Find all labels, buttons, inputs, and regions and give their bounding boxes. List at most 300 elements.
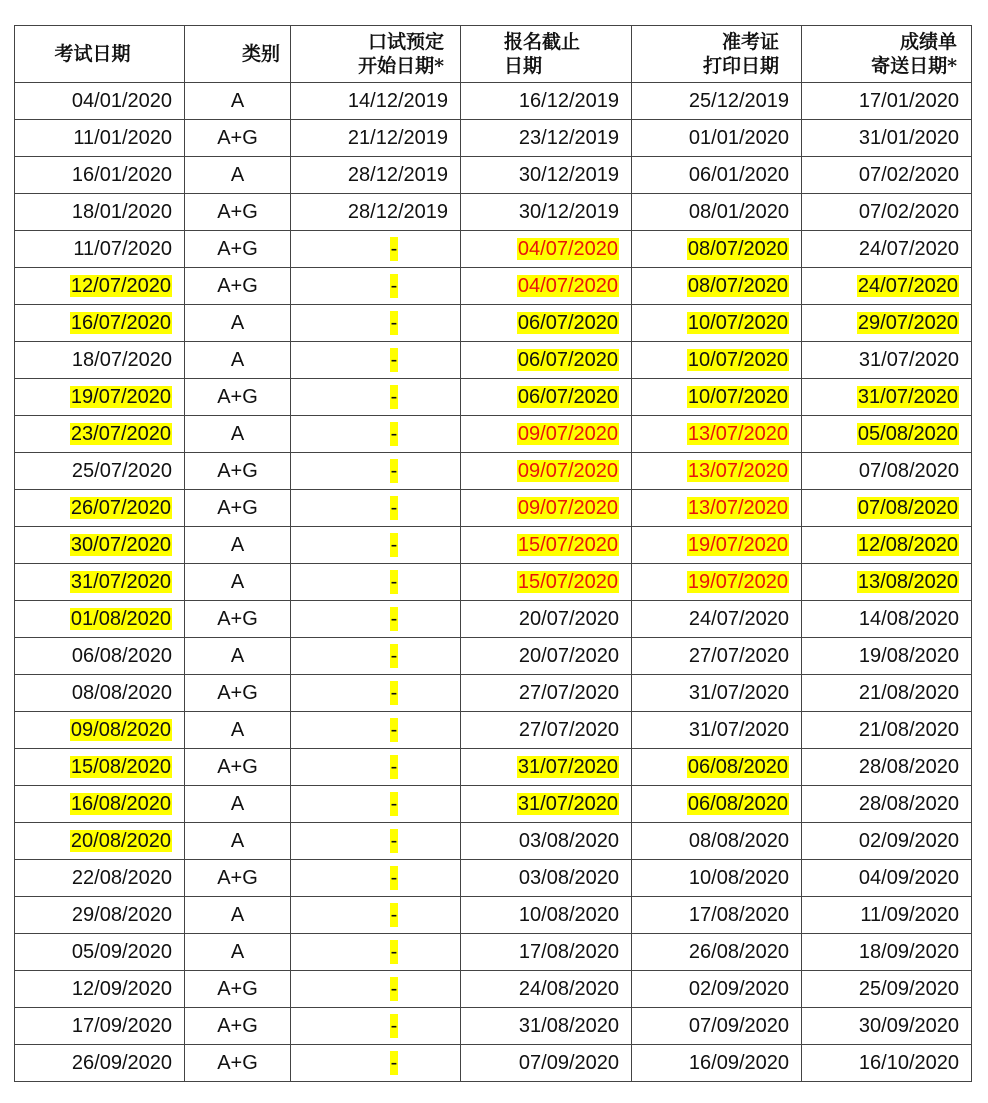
cell-admit-card-date — [632, 305, 802, 342]
table-row — [15, 823, 972, 860]
cell-registration-deadline — [461, 416, 632, 453]
date-value: 25/07/2020 — [71, 460, 172, 482]
cell-oral-start-date — [291, 638, 461, 675]
oral-date-value: - — [390, 793, 398, 815]
date-value: 20/08/2020 — [70, 830, 171, 852]
cell-registration-deadline — [461, 527, 632, 564]
cell-category — [185, 342, 291, 379]
cell-oral-start-date — [291, 601, 461, 638]
cell-category — [185, 749, 291, 786]
date-value: 19/07/2020 — [687, 571, 788, 593]
cell-oral-start-date — [291, 823, 461, 860]
header-admit-card-print-date — [632, 26, 802, 83]
cell-exam-date — [15, 712, 185, 749]
cell-registration-deadline — [461, 342, 632, 379]
cell-registration-deadline — [461, 564, 632, 601]
cell-registration-deadline — [461, 712, 632, 749]
cell-report-mailing-date — [802, 379, 972, 416]
date-value: 11/07/2020 — [73, 238, 172, 260]
cell-oral-start-date — [291, 527, 461, 564]
date-value: 07/02/2020 — [858, 164, 959, 186]
date-value: 03/08/2020 — [518, 830, 619, 852]
cell-registration-deadline — [461, 231, 632, 268]
cell-admit-card-date — [632, 971, 802, 1008]
date-value: 01/08/2020 — [70, 608, 171, 630]
cell-admit-card-date — [632, 342, 802, 379]
cell-registration-deadline — [461, 1045, 632, 1082]
table-body — [15, 83, 972, 1082]
date-value: 06/07/2020 — [517, 312, 618, 334]
category-value: A+G — [217, 756, 258, 778]
category-value: A+G — [217, 978, 258, 1000]
cell-exam-date — [15, 342, 185, 379]
date-value: 09/08/2020 — [70, 719, 171, 741]
category-value: A — [230, 793, 245, 815]
oral-date-value: - — [390, 941, 398, 963]
date-value: 27/07/2020 — [688, 645, 789, 667]
cell-category — [185, 971, 291, 1008]
cell-registration-deadline — [461, 1008, 632, 1045]
cell-category — [185, 860, 291, 897]
cell-exam-date — [15, 453, 185, 490]
cell-exam-date — [15, 749, 185, 786]
date-value: 11/09/2020 — [860, 904, 959, 926]
cell-report-mailing-date — [802, 1008, 972, 1045]
date-value: 15/08/2020 — [70, 756, 171, 778]
cell-admit-card-date — [632, 194, 802, 231]
cell-oral-start-date — [291, 157, 461, 194]
category-value: A — [230, 90, 245, 112]
category-value: A — [230, 941, 245, 963]
date-value: 19/07/2020 — [70, 386, 171, 408]
cell-admit-card-date — [632, 749, 802, 786]
header-report-mailing-date — [802, 26, 972, 83]
date-value: 10/07/2020 — [687, 349, 788, 371]
cell-report-mailing-date — [802, 527, 972, 564]
cell-report-mailing-date — [802, 971, 972, 1008]
cell-admit-card-date — [632, 897, 802, 934]
cell-category — [185, 675, 291, 712]
oral-date-value: - — [390, 312, 398, 334]
date-value: 02/09/2020 — [688, 978, 789, 1000]
table-row — [15, 342, 972, 379]
cell-exam-date — [15, 971, 185, 1008]
oral-date-value: - — [390, 460, 398, 482]
cell-oral-start-date — [291, 231, 461, 268]
cell-category — [185, 638, 291, 675]
cell-report-mailing-date — [802, 823, 972, 860]
table-row — [15, 453, 972, 490]
category-value: A — [230, 571, 245, 593]
date-value: 11/01/2020 — [73, 127, 172, 149]
date-value: 06/08/2020 — [687, 756, 788, 778]
date-value: 10/07/2020 — [687, 312, 788, 334]
header-report-line1: 成绩单 — [899, 31, 957, 53]
date-value: 04/09/2020 — [858, 867, 959, 889]
cell-exam-date — [15, 231, 185, 268]
table-row — [15, 379, 972, 416]
cell-oral-start-date — [291, 675, 461, 712]
date-value: 31/07/2020 — [688, 719, 789, 741]
cell-admit-card-date — [632, 786, 802, 823]
date-value: 17/01/2020 — [858, 90, 959, 112]
date-value: 13/07/2020 — [687, 423, 788, 445]
oral-date-value: 28/12/2019 — [347, 201, 448, 223]
date-value: 28/08/2020 — [858, 756, 959, 778]
table-row — [15, 268, 972, 305]
date-value: 12/07/2020 — [70, 275, 171, 297]
date-value: 24/07/2020 — [688, 608, 789, 630]
category-value: A — [230, 164, 245, 186]
cell-registration-deadline — [461, 823, 632, 860]
cell-category — [185, 712, 291, 749]
table-row — [15, 490, 972, 527]
date-value: 18/09/2020 — [858, 941, 959, 963]
date-value: 18/07/2020 — [71, 349, 172, 371]
cell-report-mailing-date — [802, 1045, 972, 1082]
header-reg-line2: 日期 — [504, 55, 543, 77]
date-value: 06/08/2020 — [687, 793, 788, 815]
oral-date-value: - — [390, 349, 398, 371]
cell-report-mailing-date — [802, 342, 972, 379]
cell-category — [185, 1008, 291, 1045]
table-row — [15, 564, 972, 601]
cell-exam-date — [15, 675, 185, 712]
table-header — [15, 26, 972, 83]
date-value: 31/07/2020 — [517, 756, 618, 778]
oral-date-value: - — [390, 238, 398, 260]
cell-report-mailing-date — [802, 157, 972, 194]
date-value: 28/08/2020 — [858, 793, 959, 815]
date-value: 30/07/2020 — [70, 534, 171, 556]
date-value: 29/07/2020 — [857, 312, 958, 334]
cell-oral-start-date — [291, 416, 461, 453]
cell-oral-start-date — [291, 379, 461, 416]
cell-exam-date — [15, 194, 185, 231]
date-value: 15/07/2020 — [517, 571, 618, 593]
date-value: 03/08/2020 — [518, 867, 619, 889]
cell-category — [185, 934, 291, 971]
table-row — [15, 416, 972, 453]
date-value: 31/01/2020 — [858, 127, 959, 149]
cell-category — [185, 1045, 291, 1082]
cell-admit-card-date — [632, 564, 802, 601]
cell-admit-card-date — [632, 83, 802, 120]
date-value: 07/09/2020 — [518, 1052, 619, 1074]
category-value: A+G — [217, 460, 258, 482]
cell-admit-card-date — [632, 712, 802, 749]
cell-oral-start-date — [291, 897, 461, 934]
cell-exam-date — [15, 601, 185, 638]
date-value: 26/08/2020 — [688, 941, 789, 963]
cell-category — [185, 490, 291, 527]
cell-report-mailing-date — [802, 601, 972, 638]
cell-report-mailing-date — [802, 786, 972, 823]
cell-exam-date — [15, 564, 185, 601]
date-value: 27/07/2020 — [518, 682, 619, 704]
date-value: 19/07/2020 — [687, 534, 788, 556]
category-value: A+G — [217, 867, 258, 889]
table-row — [15, 971, 972, 1008]
cell-category — [185, 120, 291, 157]
oral-date-value: - — [390, 756, 398, 778]
cell-registration-deadline — [461, 934, 632, 971]
table-row — [15, 527, 972, 564]
table-row — [15, 120, 972, 157]
category-value: A+G — [217, 238, 258, 260]
category-value: A — [230, 719, 245, 741]
date-value: 09/07/2020 — [517, 423, 618, 445]
cell-exam-date — [15, 1008, 185, 1045]
header-oral-line2: 开始日期* — [358, 55, 444, 77]
date-value: 25/12/2019 — [688, 90, 789, 112]
cell-registration-deadline — [461, 379, 632, 416]
date-value: 08/07/2020 — [687, 238, 788, 260]
cell-oral-start-date — [291, 786, 461, 823]
cell-report-mailing-date — [802, 194, 972, 231]
date-value: 16/08/2020 — [70, 793, 171, 815]
table-row — [15, 749, 972, 786]
date-value: 15/07/2020 — [517, 534, 618, 556]
date-value: 18/01/2020 — [71, 201, 172, 223]
oral-date-value: - — [390, 830, 398, 852]
table-row — [15, 305, 972, 342]
cell-oral-start-date — [291, 490, 461, 527]
cell-admit-card-date — [632, 268, 802, 305]
table-row — [15, 712, 972, 749]
date-value: 21/08/2020 — [858, 719, 959, 741]
table-row — [15, 638, 972, 675]
table-row — [15, 897, 972, 934]
cell-exam-date — [15, 490, 185, 527]
oral-date-value: - — [390, 423, 398, 445]
header-admit-line2: 打印日期 — [702, 55, 779, 77]
date-value: 20/07/2020 — [518, 645, 619, 667]
date-value: 08/08/2020 — [71, 682, 172, 704]
date-value: 08/01/2020 — [688, 201, 789, 223]
cell-exam-date — [15, 379, 185, 416]
date-value: 16/07/2020 — [70, 312, 171, 334]
oral-date-value: - — [390, 534, 398, 556]
table-row — [15, 1045, 972, 1082]
cell-exam-date — [15, 934, 185, 971]
date-value: 22/08/2020 — [71, 867, 172, 889]
table-row — [15, 83, 972, 120]
category-value: A — [230, 312, 245, 334]
oral-date-value: 28/12/2019 — [347, 164, 448, 186]
oral-date-value: - — [390, 645, 398, 667]
cell-category — [185, 564, 291, 601]
table-row — [15, 934, 972, 971]
cell-exam-date — [15, 527, 185, 564]
cell-registration-deadline — [461, 971, 632, 1008]
cell-exam-date — [15, 157, 185, 194]
date-value: 16/09/2020 — [688, 1052, 789, 1074]
cell-oral-start-date — [291, 860, 461, 897]
category-value: A+G — [217, 275, 258, 297]
oral-date-value: - — [390, 571, 398, 593]
date-value: 05/08/2020 — [857, 423, 958, 445]
cell-admit-card-date — [632, 1008, 802, 1045]
cell-admit-card-date — [632, 453, 802, 490]
cell-oral-start-date — [291, 120, 461, 157]
category-value: A+G — [217, 497, 258, 519]
cell-admit-card-date — [632, 527, 802, 564]
date-value: 14/08/2020 — [858, 608, 959, 630]
cell-category — [185, 786, 291, 823]
date-value: 10/08/2020 — [688, 867, 789, 889]
date-value: 04/07/2020 — [517, 275, 618, 297]
header-registration-deadline — [461, 26, 632, 83]
cell-admit-card-date — [632, 1045, 802, 1082]
date-value: 12/08/2020 — [857, 534, 958, 556]
cell-report-mailing-date — [802, 564, 972, 601]
cell-oral-start-date — [291, 453, 461, 490]
date-value: 21/08/2020 — [858, 682, 959, 704]
category-value: A — [230, 349, 245, 371]
date-value: 09/07/2020 — [517, 460, 618, 482]
cell-registration-deadline — [461, 749, 632, 786]
cell-report-mailing-date — [802, 453, 972, 490]
date-value: 05/09/2020 — [71, 941, 172, 963]
cell-report-mailing-date — [802, 83, 972, 120]
date-value: 10/08/2020 — [518, 904, 619, 926]
date-value: 20/07/2020 — [518, 608, 619, 630]
cell-report-mailing-date — [802, 860, 972, 897]
cell-category — [185, 305, 291, 342]
cell-admit-card-date — [632, 675, 802, 712]
cell-report-mailing-date — [802, 638, 972, 675]
date-value: 24/08/2020 — [518, 978, 619, 1000]
oral-date-value: - — [390, 682, 398, 704]
date-value: 19/08/2020 — [858, 645, 959, 667]
date-value: 07/08/2020 — [857, 497, 958, 519]
date-value: 30/12/2019 — [518, 164, 619, 186]
cell-admit-card-date — [632, 823, 802, 860]
oral-date-value: 21/12/2019 — [347, 127, 448, 149]
table-row — [15, 1008, 972, 1045]
cell-report-mailing-date — [802, 749, 972, 786]
header-report-line2: 寄送日期* — [871, 55, 957, 77]
table-row — [15, 231, 972, 268]
table-row — [15, 601, 972, 638]
cell-report-mailing-date — [802, 231, 972, 268]
cell-exam-date — [15, 897, 185, 934]
cell-category — [185, 231, 291, 268]
category-value: A — [230, 534, 245, 556]
cell-oral-start-date — [291, 83, 461, 120]
cell-category — [185, 897, 291, 934]
cell-category — [185, 416, 291, 453]
cell-admit-card-date — [632, 860, 802, 897]
oral-date-value: - — [390, 275, 398, 297]
header-oral-line1: 口试预定 — [367, 31, 444, 53]
table-row — [15, 675, 972, 712]
cell-exam-date — [15, 823, 185, 860]
date-value: 17/09/2020 — [71, 1015, 172, 1037]
cell-registration-deadline — [461, 675, 632, 712]
cell-report-mailing-date — [802, 675, 972, 712]
date-value: 08/07/2020 — [687, 275, 788, 297]
date-value: 07/08/2020 — [858, 460, 959, 482]
date-value: 24/07/2020 — [858, 238, 959, 260]
table-row — [15, 157, 972, 194]
cell-exam-date — [15, 305, 185, 342]
category-value: A+G — [217, 386, 258, 408]
date-value: 26/09/2020 — [71, 1052, 172, 1074]
cell-admit-card-date — [632, 231, 802, 268]
date-value: 31/07/2020 — [688, 682, 789, 704]
cell-oral-start-date — [291, 194, 461, 231]
date-value: 23/12/2019 — [518, 127, 619, 149]
table-row — [15, 194, 972, 231]
cell-oral-start-date — [291, 1008, 461, 1045]
date-value: 31/07/2020 — [517, 793, 618, 815]
cell-registration-deadline — [461, 268, 632, 305]
date-value: 16/10/2020 — [858, 1052, 959, 1074]
cell-report-mailing-date — [802, 897, 972, 934]
cell-registration-deadline — [461, 83, 632, 120]
category-value: A — [230, 830, 245, 852]
cell-registration-deadline — [461, 305, 632, 342]
date-value: 29/08/2020 — [71, 904, 172, 926]
header-row — [15, 26, 972, 83]
date-value: 17/08/2020 — [518, 941, 619, 963]
cell-admit-card-date — [632, 934, 802, 971]
cell-registration-deadline — [461, 860, 632, 897]
date-value: 06/07/2020 — [517, 386, 618, 408]
table-row — [15, 786, 972, 823]
cell-oral-start-date — [291, 342, 461, 379]
date-value: 08/08/2020 — [688, 830, 789, 852]
oral-date-value: - — [390, 904, 398, 926]
cell-admit-card-date — [632, 157, 802, 194]
date-value: 13/08/2020 — [857, 571, 958, 593]
cell-report-mailing-date — [802, 305, 972, 342]
cell-registration-deadline — [461, 638, 632, 675]
cell-registration-deadline — [461, 490, 632, 527]
date-value: 07/09/2020 — [688, 1015, 789, 1037]
date-value: 02/09/2020 — [858, 830, 959, 852]
date-value: 12/09/2020 — [71, 978, 172, 1000]
cell-category — [185, 83, 291, 120]
cell-category — [185, 527, 291, 564]
cell-admit-card-date — [632, 601, 802, 638]
category-value: A+G — [217, 682, 258, 704]
oral-date-value: - — [390, 386, 398, 408]
cell-category — [185, 194, 291, 231]
cell-exam-date — [15, 120, 185, 157]
cell-oral-start-date — [291, 971, 461, 1008]
cell-category — [185, 601, 291, 638]
category-value: A+G — [217, 608, 258, 630]
cell-report-mailing-date — [802, 268, 972, 305]
date-value: 17/08/2020 — [688, 904, 789, 926]
cell-category — [185, 268, 291, 305]
oral-date-value: - — [390, 1052, 398, 1074]
cell-registration-deadline — [461, 453, 632, 490]
category-value: A — [230, 904, 245, 926]
date-value: 09/07/2020 — [517, 497, 618, 519]
cell-report-mailing-date — [802, 120, 972, 157]
cell-report-mailing-date — [802, 490, 972, 527]
cell-admit-card-date — [632, 416, 802, 453]
oral-date-value: - — [390, 978, 398, 1000]
date-value: 01/01/2020 — [688, 127, 789, 149]
cell-exam-date — [15, 638, 185, 675]
cell-exam-date — [15, 860, 185, 897]
date-value: 30/09/2020 — [858, 1015, 959, 1037]
